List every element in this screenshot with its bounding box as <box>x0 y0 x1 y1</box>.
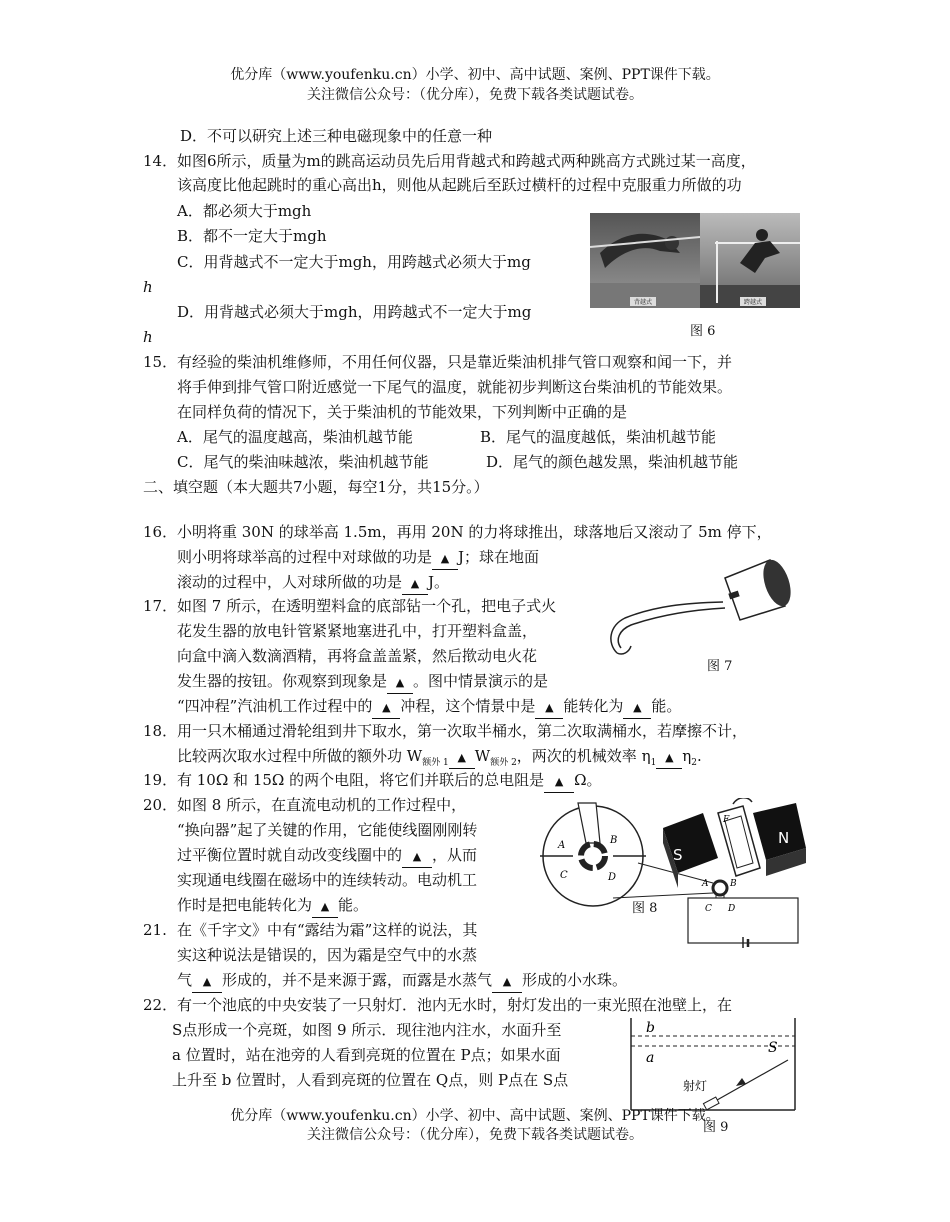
blank[interactable]: ▲ <box>449 746 475 769</box>
figure-6-left-label: 背越式 <box>633 299 653 306</box>
q22-number: 22． <box>143 996 178 1014</box>
svg-text:D: D <box>728 904 736 914</box>
svg-text:射灯: 射灯 <box>683 1079 708 1093</box>
q21-line-2: 实这种说法是错误的，因为霜是空气中的水蒸 <box>177 946 478 964</box>
figure-7-caption: 图 7 <box>707 659 733 674</box>
q21-line-1: 在《千字文》中有“露结为霜”这样的说法，其 <box>177 921 478 939</box>
figure-7-drawing <box>605 548 805 658</box>
figure-6-caption: 图 6 <box>690 324 716 339</box>
q17-line-2: 花发生器的放电针管紧紧地塞进孔中，打开塑料盒盖， <box>177 622 538 640</box>
q14-option-d: D．用背越式必须大于mgh，用跨越式不一定大于mg <box>177 303 532 321</box>
blank[interactable]: ▲ <box>623 696 651 719</box>
q18-line-1: 用一只木桶通过滑轮组到井下取水，第一次取半桶水，第二次取满桶水，若摩擦不计， <box>177 722 748 740</box>
footer-line-1: 优分库（www.youfenku.cn）小学、初中、高中试题、案例、PPT课件下载。 <box>230 1108 720 1124</box>
svg-text:F: F <box>723 815 730 825</box>
blank[interactable]: ▲ <box>192 970 222 993</box>
q17-line-4: 发生器的按钮。你观察到现象是 ▲ 。图中情景演示的是 <box>177 671 548 694</box>
svg-text:C: C <box>705 904 712 914</box>
svg-text:A: A <box>558 840 566 851</box>
q16-number: 16． <box>143 523 178 541</box>
q22-line-1: 有一个池底的中央安装了一只射灯．池内无水时，射灯发出的一束光照在池壁上，在 <box>177 996 733 1014</box>
q14-option-b: B．都不一定大于mgh <box>177 227 327 245</box>
q18-line-2: 比较两次取水过程中所做的额外功 $W_{额外 1}$ ▲ $W_{额外 2}$，两次的机械效率 $\eta_1$ ▲ $\eta_2$. <box>177 747 702 768</box>
q20-line-1: 如图 8 所示，在直流电动机的工作过程中， <box>177 796 467 814</box>
svg-text:C: C <box>560 870 568 881</box>
q22-line-4: 上升至 b 位置时，人看到亮斑的位置在 Q点，则 P点在 S点 <box>172 1071 569 1089</box>
q14-option-c-tail: h <box>143 278 153 296</box>
q14-option-a: A．都必须大于mgh <box>177 202 312 220</box>
q17-line-1: 如图 7 所示，在透明塑料盒的底部钻一个孔，把电子式火 <box>177 597 557 615</box>
svg-text:N: N <box>778 829 790 847</box>
svg-text:a: a <box>646 1050 655 1066</box>
q16-line-1: 小明将重 30N 的球举高 1.5m，再用 20N 的力将球推出，球落地后又滚动了 5m 停下， <box>177 523 772 541</box>
blank[interactable]: ▲ <box>492 970 522 993</box>
figure-8-caption: 图 8 <box>632 901 658 916</box>
q20-line-3: 过平衡位置时就自动改变线圈中的 ▲ ，从而 <box>177 845 477 868</box>
blank[interactable]: ▲ <box>535 696 563 719</box>
q22-line-2: S点形成一个亮斑，如图 9 所示．现往池内注水，水面升至 <box>172 1021 562 1039</box>
figure-6-right-label: 跨越式 <box>743 299 763 306</box>
header-line-2: 关注微信公众号：（优分库），免费下载各类试题试卷。 <box>307 87 643 103</box>
blank[interactable]: ▲ <box>656 746 682 769</box>
q16-line-2: 则小明将球举高的过程中对球做的功是 ▲ J；球在地面 <box>177 547 539 570</box>
blank[interactable]: ▲ <box>372 696 400 719</box>
q20-line-4: 实现通电线圈在磁场中的连续转动。电动机工 <box>177 871 478 889</box>
q15-option-b: B．尾气的温度越低，柴油机越节能 <box>480 428 717 446</box>
header-line-1: 优分库（www.youfenku.cn）小学、初中、高中试题、案例、PPT课件下载。 <box>230 67 720 83</box>
q20-number: 20． <box>143 796 178 814</box>
figure-6-photo <box>590 213 800 308</box>
footer-line-2: 关注微信公众号：（优分库），免费下载各类试题试卷。 <box>307 1127 643 1143</box>
svg-text:S: S <box>673 846 683 864</box>
q22-line-3: a 位置时，站在池旁的人看到亮斑的位置在 P点；如果水面 <box>172 1046 561 1064</box>
q21-line-3: 气 ▲ 形成的，并不是来源于露，而露是水蒸气 ▲ 形成的小水珠。 <box>177 970 627 993</box>
figure-9-pool <box>628 1018 798 1118</box>
q17-number: 17． <box>143 597 178 615</box>
blank[interactable]: ▲ <box>544 770 574 793</box>
q15-stem-2: 将手伸到排气管口附近感觉一下尾气的温度，就能初步判断这台柴油机的节能效果。 <box>177 378 733 396</box>
q14-stem-1: 如图6所示，质量为m的跳高运动员先后用背越式和跨越式两种跳高方式跳过某一高度， <box>177 152 756 170</box>
blank[interactable]: ▲ <box>402 845 432 868</box>
q15-option-d: D．尾气的颜色越发黑，柴油机越节能 <box>486 453 739 471</box>
svg-text:B: B <box>610 835 618 846</box>
blank[interactable]: ▲ <box>312 895 338 918</box>
q17-line-3: 向盒中滴入数滴酒精，再将盒盖盖紧，然后揿动电火花 <box>177 647 538 665</box>
q14-number: 14． <box>143 152 178 170</box>
svg-text:D: D <box>608 872 617 883</box>
q13-option-d: D．不可以研究上述三种电磁现象中的任意一种 <box>180 127 493 145</box>
q19-line-1: 有 10Ω 和 15Ω 的两个电阻，将它们并联后的总电阻是 ▲ Ω。 <box>177 770 602 793</box>
q14-option-c: C．用背越式不一定大于mgh，用跨越式必须大于mg <box>177 253 531 271</box>
q15-number: 15． <box>143 353 178 371</box>
section-2-title: 二、填空题（本大题共7小题，每空1分，共15分。） <box>143 478 489 496</box>
figure-9-caption: 图 9 <box>703 1120 729 1135</box>
svg-text:A: A <box>702 879 709 889</box>
figure-8-motor <box>538 798 808 948</box>
svg-text:B: B <box>730 879 737 889</box>
q21-number: 21. <box>143 921 167 939</box>
blank[interactable]: ▲ <box>402 572 428 595</box>
q18-number: 18． <box>143 722 178 740</box>
svg-text:b: b <box>646 1020 655 1036</box>
svg-text:S: S <box>768 1040 778 1056</box>
q14-option-d-tail: h <box>143 328 153 346</box>
q15-stem-3: 在同样负荷的情况下，关于柴油机的节能效果，下列判断中正确的是 <box>177 403 628 421</box>
q16-line-3: 滚动的过程中，人对球所做的功是 ▲ J。 <box>177 572 449 595</box>
q17-line-5: “四冲程”汽油机工作过程中的 ▲ 冲程，这个情景中是 ▲ 能转化为 ▲ 能。 <box>177 696 681 719</box>
q15-option-c: C．尾气的柴油味越浓，柴油机越节能 <box>177 453 429 471</box>
q20-line-5: 作时是把电能转化为 ▲ 能。 <box>177 895 368 918</box>
q15-option-a: A．尾气的温度越高，柴油机越节能 <box>177 428 413 446</box>
q19-number: 19． <box>143 771 178 789</box>
q14-stem-2: 该高度比他起跳时的重心高出h，则他从起跳后至跃过横杆的过程中克服重力所做的功 <box>177 176 742 194</box>
q15-stem-1: 有经验的柴油机维修师，不用任何仪器，只是靠近柴油机排气管口观察和闻一下，并 <box>177 353 733 371</box>
blank[interactable]: ▲ <box>432 547 458 570</box>
blank[interactable]: ▲ <box>387 671 413 694</box>
q20-line-2: “换向器”起了关键的作用，它能使线圈刚刚转 <box>177 821 478 839</box>
